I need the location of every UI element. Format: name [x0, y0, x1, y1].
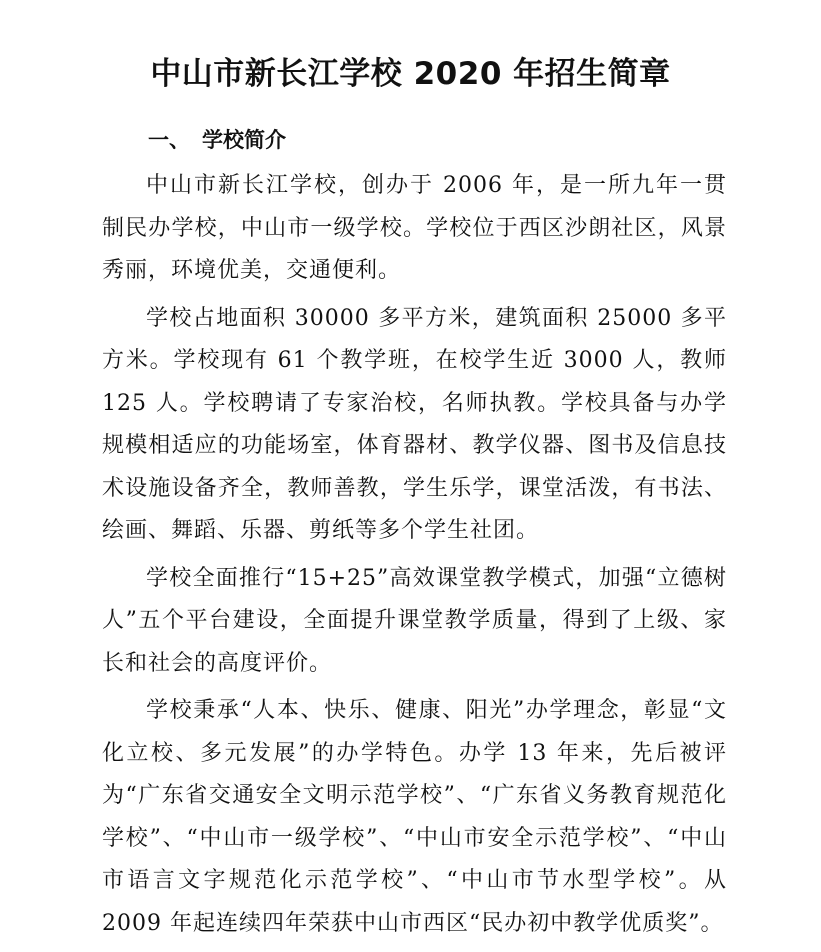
- section-number: 一、: [148, 128, 190, 152]
- document-title: 中山市新长江学校 2020 年招生简章: [150, 56, 671, 92]
- section-heading: [148, 122, 286, 158]
- paragraph-school-founding: 中山市新长江学校，创办于 2006 年，是一所九年一贯制民办学校，中山市一级学校。学校位于西区沙朗社区，风景秀丽，环境优美，交通便利。: [102, 173, 727, 283]
- section-heading-text: 学校简介: [202, 128, 286, 152]
- paragraph-school-facilities: 学校占地面积 30000 多平方米，建筑面积 25000 多平方米。学校现有 61 个教学班，在校学生近 3000 人，教师 125 人。学校聘请了专家治校，名师执教。学校具备与办学规模相适应的功能场室，体育器材、教学仪器、图书及信息技术设施设备齐全，教师善教，学生乐学，课堂活泼，有书法、绘画、舞蹈、乐器、剪纸等多个学生社团。: [102, 305, 727, 543]
- body-text: [102, 165, 727, 950]
- paragraph-teaching-model: 学校全面推行“15+25”高效课堂教学模式，加强“立德树人”五个平台建设，全面提升课堂教学质量，得到了上级、家长和社会的高度评价。: [102, 565, 727, 676]
- paragraph-school-honors: 学校秉承“人本、快乐、健康、阳光”办学理念，彰显“文化立校、多元发展”的办学特色。办学 13 年来，先后被评为“广东省交通安全文明示范学校”、“广东省义务教育规范化学校”、“中山市一级学校”、“中山市安全示范学校”、“中山市语言文字规范化示范学校”、“中山市节水型学校”。从 2009 年起连续四年荣获中山市西区“民办初中教学优质奖”。: [102, 698, 727, 936]
